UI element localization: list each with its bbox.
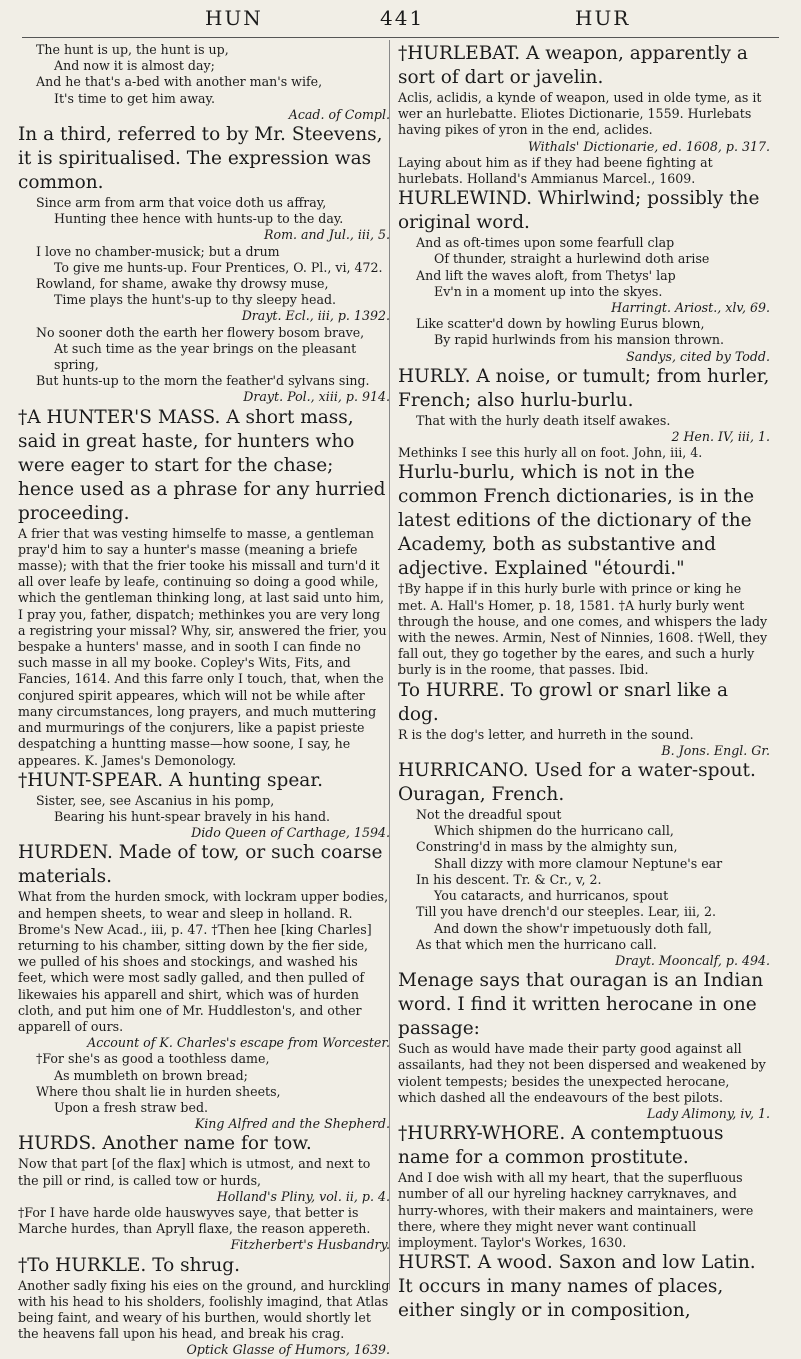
verse-quotation: [398, 235, 770, 300]
header-right-word: HUR: [575, 6, 631, 30]
citation: Harringt. Ariost., xlv, 69.: [611, 300, 770, 316]
header-left-word: HUN: [205, 6, 263, 30]
citation: B. Jons. Engl. Gr.: [661, 742, 770, 758]
prose-quotation: †For I have harde olde hauswyves saye, that better is Marche hurdes, than Apryll flaxe, the reason appereth.: [18, 1204, 371, 1237]
verse-line: As mumbleth on brown bread;: [54, 1067, 248, 1083]
verse-line: And lift the waves aloft, from Thetys' lap: [416, 267, 676, 283]
verse-quotation: [18, 195, 390, 227]
citation: Dido Queen of Carthage, 1594.: [191, 825, 390, 841]
verse-line: It's time to get him away.: [54, 90, 215, 106]
prose-quotation: Another sadly fixing his eies on the ground, and hurckling with his head to his sholders, foolishly imagind, that Atlas being faint, and weary of his burthen, would shortly let the heavens fall upon his head, and break his crag.: [18, 1277, 390, 1342]
entry-definition: †A HUNTER'S MASS. A short mass, said in great haste, for hunters who were eager to start for the chase; hence used as a phrase for any hurried proceeding.: [18, 406, 386, 524]
verse-line: And as oft-times upon some fearfull clap: [416, 235, 675, 251]
entry-definition: To HURRE. To growl or snarl like a dog.: [398, 679, 728, 725]
verse-quotation: [18, 42, 390, 107]
prose-quotation: †By happe if in this hurly burle with prince or king he met. A. Hall's Homer, p. 18, 1581. †A hurly burly went through the house, and one comes, and whispers the lady with the newes. Armin, Nest of Ninnies, 1608. †Well, they fall out, they go together by the eares, and such a hurly burly is in the roome, that passes. Ibid.: [398, 581, 768, 678]
entry-definition: HURRICANO. Used for a water-spout. Ouragan, French.: [398, 760, 756, 806]
verse-line: Ev'n in a moment up into the skyes.: [434, 283, 663, 299]
citation: Lady Alimony, iv, 1.: [647, 1105, 770, 1121]
verse-line: No sooner doth the earth her flowery bosom brave,: [36, 324, 365, 340]
citation: Rom. and Jul., iii, 5.: [264, 227, 390, 243]
verse-line: Where thou shalt lie in hurden sheets,: [36, 1083, 281, 1099]
prose-quotation: Laying about him as if they had beene fighting at hurlebats. Holland's Ammianus Marcel., 1609.: [398, 154, 713, 187]
verse-line: Rowland, for shame, awake thy drowsy muse,: [36, 276, 329, 292]
verse-quotation: [398, 807, 770, 953]
entry-definition: HURST. A wood. Saxon and low Latin. It occurs in many names of places, either singly or in composition,: [398, 1252, 756, 1322]
verse-line: Upon a fresh straw bed.: [54, 1099, 209, 1115]
verse-quotation: [18, 325, 390, 390]
entry-definition: †HURRY-WHORE. A contemptuous name for a common prostitute.: [398, 1123, 724, 1169]
verse-line: Hunting thee hence with hunts-up to the day.: [54, 211, 344, 227]
page-number: 441: [380, 6, 425, 30]
verse-line: Till you have drench'd our steeples. Lear, iii, 2.: [416, 904, 717, 920]
entry-definition: HURLEWIND. Whirlwind; possibly the original word.: [398, 188, 760, 234]
entry-definition: HURDEN. Made of tow, or such coarse materials.: [18, 842, 383, 888]
verse-line: Since arm from arm that voice doth us affray,: [36, 195, 327, 211]
verse-quotation: [18, 244, 390, 309]
verse-line: Like scatter'd down by howling Eurus blown,: [416, 316, 705, 332]
entry-definition: †HURLEBAT. A weapon, apparently a sort of dart or javelin.: [398, 43, 748, 88]
entry-definition: In a third, referred to by Mr. Steevens, it is spiritualised. The expression was common.: [18, 124, 383, 194]
entry-definition: Menage says that ouragan is an Indian word. I find it written herocane in one passage:: [398, 970, 764, 1040]
citation: Fitzherbert's Husbandry.: [230, 1237, 390, 1253]
running-header: [0, 0, 801, 34]
entry-definition: HURDS. Another name for tow.: [18, 1133, 312, 1155]
entry-definition: Hurlu-burlu, which is not in the common French dictionaries, is in the latest editions of the dictionary of the Academy, both as substantive and adjective. Explained "étourdi.": [398, 462, 755, 580]
verse-line: Constring'd in mass by the almighty sun,: [416, 839, 678, 855]
entry-definition: HURLY. A noise, or tumult; from hurler, French; also hurlu-burlu.: [398, 365, 770, 411]
prose-quotation: A frier that was vesting himselfe to masse, a gentleman pray'd him to say a hunter's masse (meaning a briefe masse); with that the frier tooke his missall and turn'd it all over leafe by leafe, continuing so doing a good while, which the gentleman thinking long, at last said unto him, I pray you, father, dispatch; methinkes you are very long a registring your missal? Why, sir, answered the frier, you bespake a hunters' masse, and in sooth I can finde no such masse in all my booke. Copley's Wits, Fits, and Fancies, 1614. And this farre only I touch, that, when the conjured spirit appeares, which will not be while after many circumstances, long prayers, and much muttering and murmurings of the conjurers, like a papist prieste despatching a huntting masse—how soone, I say, he appeares. K. James's Demonology.: [18, 525, 387, 768]
verse-line: You cataracts, and hurricanos, spout: [434, 888, 669, 904]
citation: Sandys, cited by Todd.: [626, 348, 770, 364]
prose-quotation: Now that part [of the flax] which is utmost, and next to the pill or rind, is called tow or hurds,: [18, 1156, 371, 1188]
verse-line: In his descent. Tr. & Cr., v, 2.: [416, 871, 602, 887]
citation: Holland's Pliny, vol. ii, p. 4.: [216, 1188, 390, 1204]
verse-quotation: [18, 793, 390, 825]
citation: Withals' Dictionarie, ed. 1608, p. 317.: [527, 138, 770, 154]
verse-line: And he that's a-bed with another man's wife,: [36, 74, 323, 90]
verse-quotation: [18, 1051, 390, 1116]
verse-line: Not the dreadful spout: [416, 807, 562, 823]
verse-line: I love no chamber-musick; but a drum: [36, 243, 280, 259]
verse-line: To give me hunts-up. Four Prentices, O. Pl., vi, 472.: [54, 259, 383, 275]
verse-line: That with the hurly death itself awakes.: [416, 412, 671, 428]
verse-line: †For she's as good a toothless dame,: [36, 1051, 270, 1067]
verse-line: At such time as the year brings on the pleasant spring,: [54, 340, 357, 373]
citation: 2 Hen. IV, iii, 1.: [671, 429, 770, 445]
verse-line: Of thunder, straight a hurlewind doth arise: [434, 251, 710, 267]
verse-line: The hunt is up, the hunt is up,: [36, 42, 229, 57]
citation: Acad. of Compl.: [288, 106, 390, 122]
verse-line: Shall dizzy with more clamour Neptune's ear: [434, 855, 723, 871]
verse-line: Time plays the hunt's-up to thy sleepy head.: [54, 292, 337, 308]
header-rule: [22, 37, 779, 38]
verse-line: And down the show'r impetuously doth fall,: [434, 920, 712, 936]
prose-quotation: What from the hurden smock, with lockram upper bodies, and hempen sheets, to wear and sleep in holland. R. Brome's New Acad., iii, p. 47. †Then hee [king Charles] returning to his chamber, sitting down by the fier side, we pulled of his shoes and stockings, and washed his feet, which were most sadly galled, and then pulled of likewaies his apparell and shirt, which was of hurden cloth, and put him one of Mr. Huddleston's, and other apparell of ours.: [18, 889, 389, 1034]
prose-quotation: And I doe wish with all my heart, that the superfluous number of all our hyreling hackney carryknaves, and hurry-whores, with their makers and maintainers, were there, where they might never want continuall imployment. Taylor's Workes, 1630.: [398, 1170, 754, 1250]
citation: Account of K. Charles's escape from Worcester.: [87, 1035, 390, 1051]
citation: Drayt. Pol., xiii, p. 914.: [243, 389, 390, 405]
entry-definition: †HUNT-SPEAR. A hunting spear.: [18, 769, 324, 791]
prose-quotation: R is the dog's letter, and hurreth in the sound.: [398, 726, 694, 742]
entry-definition: †To HURKLE. To shrug.: [18, 1254, 241, 1276]
verse-line: Which shipmen do the hurricano call,: [434, 823, 674, 839]
verse-line: By rapid hurlwinds from his mansion thrown.: [434, 332, 725, 348]
verse-line: And now it is almost day;: [54, 58, 215, 74]
verse-line: As that which men the hurricano call.: [416, 936, 657, 952]
citation: Drayt. Mooncalf, p. 494.: [615, 952, 770, 968]
prose-quotation: Aclis, aclidis, a kynde of weapon, used in olde tyme, as it wer an hurlebatte. Eliotes Dictionarie, 1559. Hurlebats having pikes of yron in the end, aclides.: [398, 90, 762, 138]
prose-quotation: Such as would have made their party good against all assailants, had they not been dispersed and weakened by violent tempests; besides the unexpected herocane, which dashed all the endeavours of the best pilots.: [398, 1041, 766, 1105]
verse-quotation: [398, 413, 770, 429]
citation: Drayt. Ecl., iii, p. 1392.: [241, 308, 390, 324]
verse-line: Sister, see, see Ascanius in his pomp,: [36, 792, 275, 808]
citation: Optick Glasse of Humors, 1639.: [186, 1342, 390, 1358]
left-column: [18, 42, 390, 1359]
right-column: [398, 42, 770, 1323]
prose-quotation: Methinks I see this hurly all on foot. John, iii, 4.: [398, 445, 703, 461]
verse-line: But hunts-up to the morn the feather'd sylvans sing.: [36, 373, 370, 389]
citation: King Alfred and the Shepherd.: [194, 1116, 390, 1132]
verse-quotation: [398, 316, 770, 348]
verse-line: Bearing his hunt-spear bravely in his hand.: [54, 808, 331, 824]
